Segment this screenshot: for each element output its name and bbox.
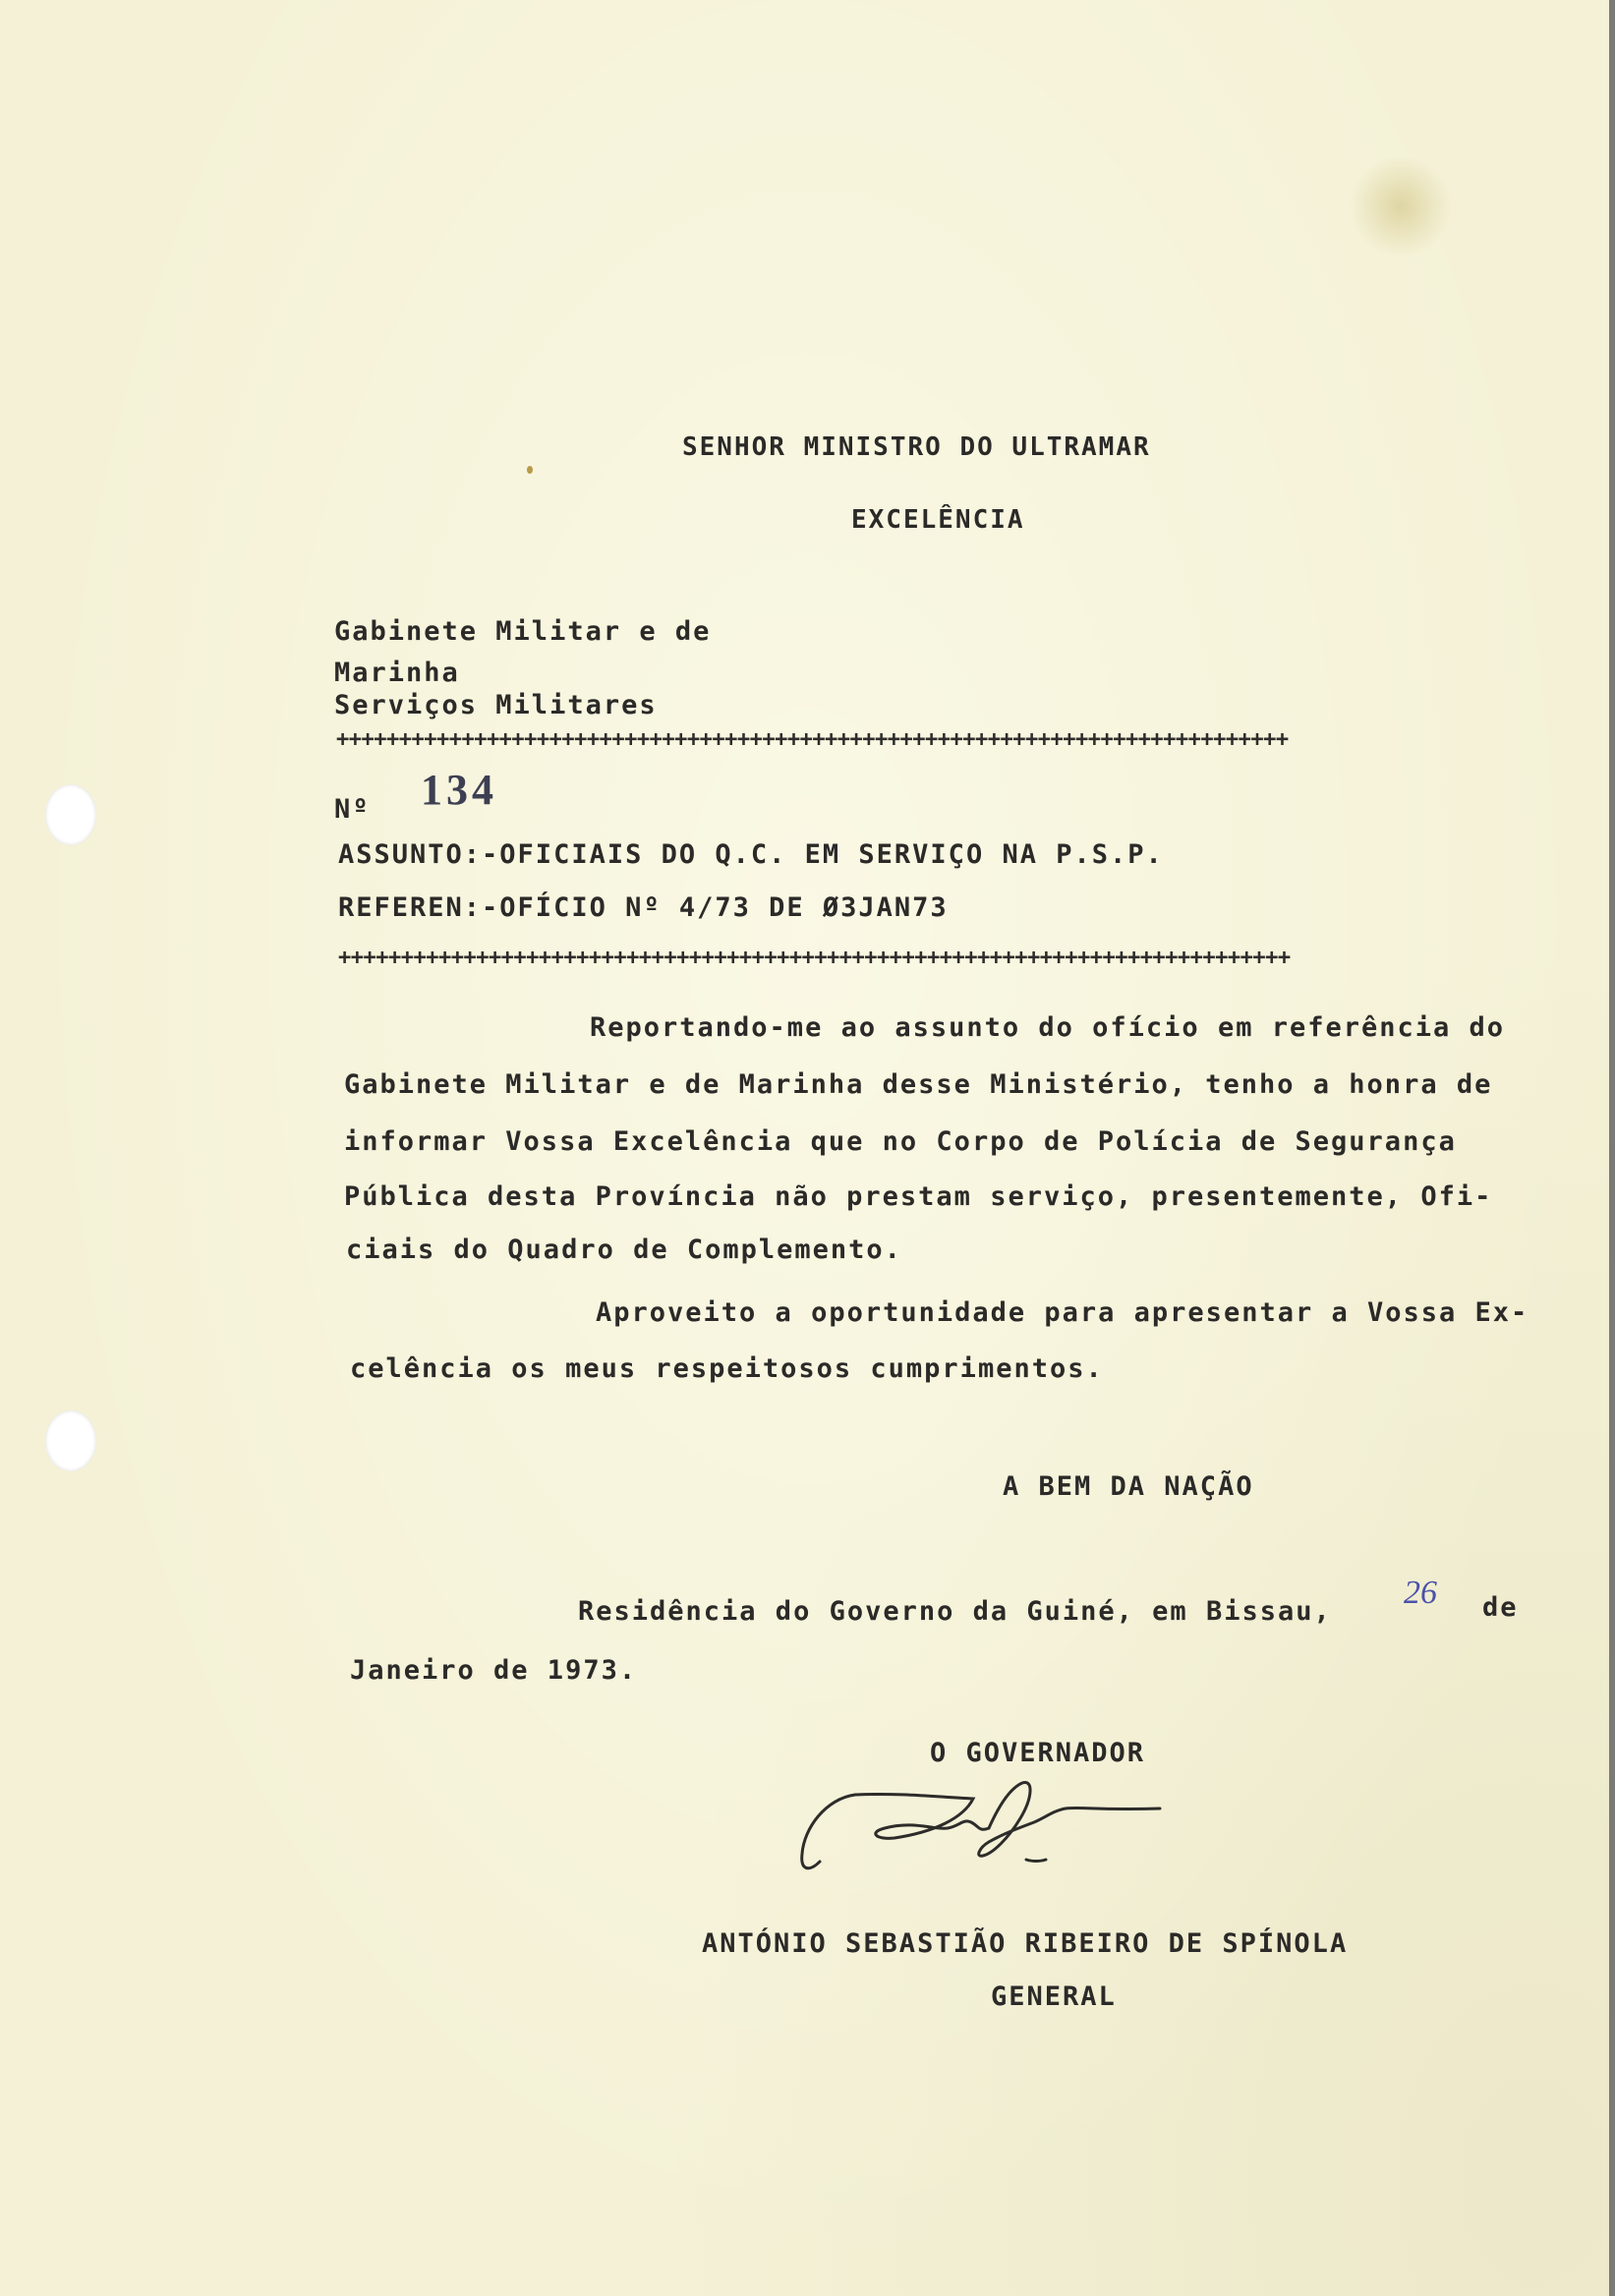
signatory-rank: GENERAL <box>991 1981 1117 2012</box>
signatory-name: ANTÓNIO SEBASTIÃO RIBEIRO DE SPÍNOLA <box>702 1928 1349 1959</box>
closing-motto: A BEM DA NAÇÃO <box>1003 1471 1254 1502</box>
reference-line: REFEREN:-OFÍCIO Nº 4/73 DE Ø3JAN73 <box>338 892 949 923</box>
punch-hole-bottom <box>45 1410 96 1471</box>
subject-line: ASSUNTO:-OFICIAIS DO Q.C. EM SERVIÇO NA P.S.P. <box>338 839 1164 870</box>
body-p1-line-4: Pública desta Província não prestam serviço, presentemente, Ofi- <box>344 1181 1493 1212</box>
punch-hole-top <box>45 784 96 845</box>
place-date-prefix: Residência do Governo da Guiné, em Bissau, <box>578 1596 1332 1627</box>
signature-title: O GOVERNADOR <box>930 1738 1146 1768</box>
month-year: Janeiro de 1973. <box>350 1655 638 1686</box>
plus-rule-top: ++++++++++++++++++++++++++++++++++++++++++++++++++++++++++++++++++++++++++++ <box>336 727 1289 752</box>
body-p2-line-1: Aproveito a oportunidade para apresentar a Vossa Ex- <box>596 1297 1529 1328</box>
plus-rule-bottom: ++++++++++++++++++++++++++++++++++++++++++++++++++++++++++++++++++++++++++++ <box>338 946 1291 970</box>
number-label: Nº <box>334 794 371 825</box>
handwritten-day: 26 <box>1404 1575 1437 1611</box>
place-date-suffix: de <box>1482 1592 1519 1623</box>
office-number-stamp: 134 <box>421 766 497 814</box>
sender-line-2: Marinha <box>334 658 460 688</box>
salutation: EXCELÊNCIA <box>851 505 1025 535</box>
sender-line-3: Serviços Militares <box>334 690 658 720</box>
paper-stain <box>1347 157 1455 256</box>
body-p2-line-2: celência os meus respeitosos cumprimentos. <box>350 1353 1104 1384</box>
sender-line-1: Gabinete Militar e de <box>334 616 712 647</box>
body-p1-line-2: Gabinete Militar e de Marinha desse Ministério, tenho a honra de <box>344 1069 1493 1100</box>
body-p1-line-1: Reportando-me ao assunto do ofício em referência do <box>590 1012 1506 1043</box>
paper-speck <box>527 466 533 474</box>
addressee: SENHOR MINISTRO DO ULTRAMAR <box>682 432 1151 462</box>
body-p1-line-5: ciais do Quadro de Complemento. <box>346 1234 902 1265</box>
body-p1-line-3: informar Vossa Excelência que no Corpo de Polícia de Segurança <box>344 1126 1457 1157</box>
scan-edge <box>1609 0 1615 2296</box>
handwritten-signature <box>786 1759 1199 1887</box>
